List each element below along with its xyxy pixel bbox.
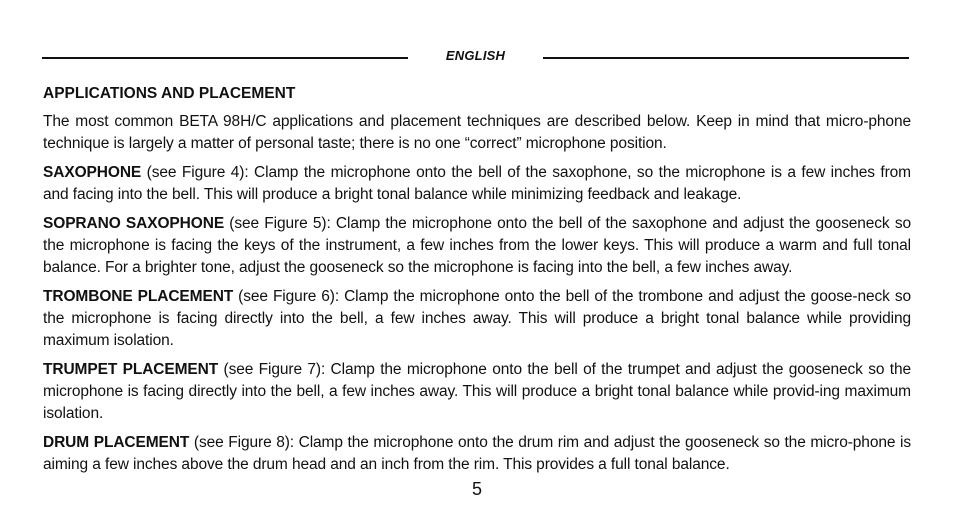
paragraph-drum [43, 432, 911, 476]
header-language: ENGLISH [445, 48, 506, 63]
paragraph-text: (see Figure 8): Clamp the microphone onto the drum rim and adjust the gooseneck so the micro-phone is aiming a few inches above the drum head and an inch from the rim. This provides a full tonal balance. [43, 434, 912, 473]
header-rule-left [42, 57, 408, 59]
paragraph-term: SAXOPHONE [43, 164, 142, 181]
paragraph-trumpet [43, 359, 911, 425]
paragraph-text: (see Figure 4): Clamp the microphone onto the bell of the saxophone, so the microphone is a few inches from and facing into the bell. This will produce a bright tonal balance while minimizing feedback and leakage. [43, 164, 911, 203]
paragraph-soprano-saxophone [43, 213, 911, 279]
section-title: APPLICATIONS AND PLACEMENT [43, 85, 296, 102]
document-body [43, 84, 911, 483]
page-number: 5 [471, 479, 482, 499]
paragraph-term: DRUM PLACEMENT [43, 434, 190, 451]
paragraph-term: TRUMPET PLACEMENT [43, 361, 219, 378]
paragraph-term: SOPRANO SAXOPHONE [43, 215, 225, 232]
paragraph-term: TROMBONE PLACEMENT [43, 288, 234, 305]
paragraph-text: (see Figure 6): Clamp the microphone onto the bell of the trombone and adjust the goose-neck so the microphone is facing directly into the bell, a few inches away. This will produce a bright tonal balance while providing maximum isolation. [43, 288, 911, 349]
paragraph-text: (see Figure 7): Clamp the microphone onto the bell of the trumpet and adjust the gooseneck so the microphone is facing directly into the bell, a few inches away. This will produce a bright tonal balance while provid-ing maximum isolation. [43, 361, 911, 422]
paragraph-text: (see Figure 5): Clamp the microphone onto the bell of the saxophone and adjust the gooseneck so the microphone is facing the keys of the instrument, a few inches from the lower keys. This will produce a warm and full tonal balance. For a brighter tone, adjust the gooseneck so the microphone is facing into the bell, a few inches away. [43, 215, 911, 276]
paragraph-trombone [43, 286, 911, 352]
header-rule-right [543, 57, 909, 59]
paragraph-saxophone [43, 162, 911, 206]
intro-paragraph: The most common BETA 98H/C applications and placement techniques are described below. Keep in mind that micro-phone technique is largely a matter of personal taste; there is no one “correct” microphone position. [43, 113, 911, 152]
